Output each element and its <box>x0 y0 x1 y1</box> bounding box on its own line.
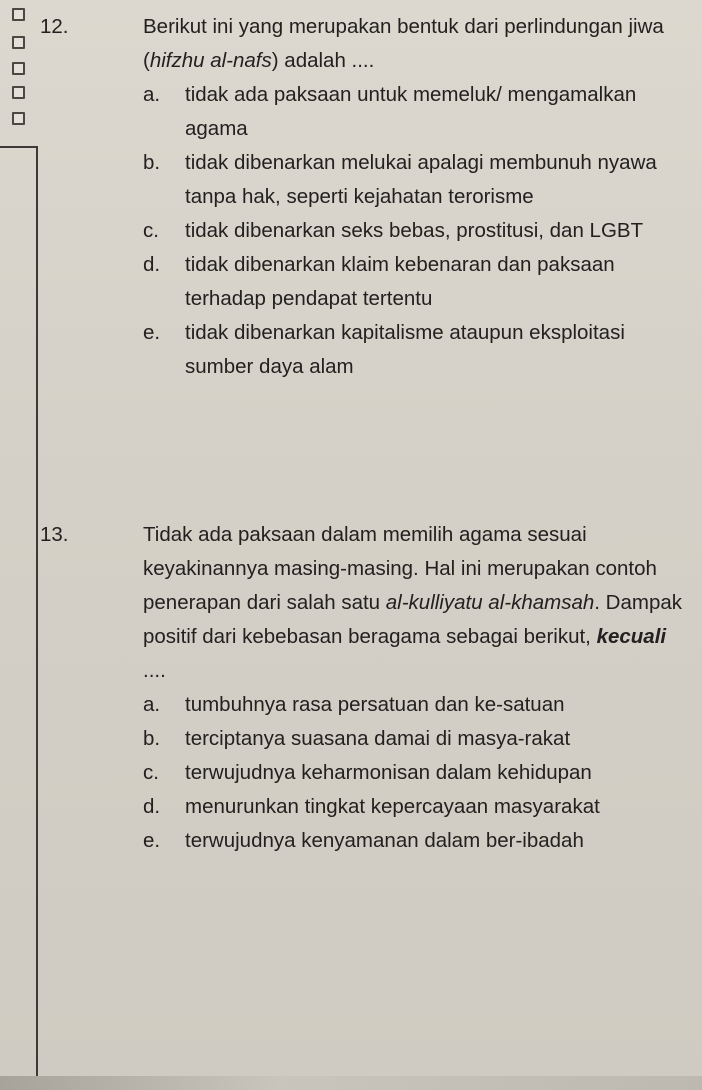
question-12 <box>40 10 690 384</box>
arabic-term: hifzhu al-nafs <box>149 49 272 72</box>
question-13 <box>40 518 690 858</box>
binder-hole <box>12 8 25 21</box>
option-a[interactable]: a. tumbuhnya rasa persatuan dan ke-satuan <box>143 693 565 716</box>
binder-hole <box>12 112 25 125</box>
question-number: 13. <box>40 523 69 546</box>
option-c[interactable]: c. terwujudnya keharmonisan dalam kehidupan <box>143 761 592 784</box>
option-e[interactable]: e. terwujudnya kenyamanan dalam ber-ibadah <box>143 829 584 852</box>
emphasis-word: kecuali <box>596 625 667 648</box>
binder-hole <box>12 36 25 49</box>
question-stem: Tidak ada paksaan dalam memilih agama sesuai keyakinannya masing-masing. Hal ini merupakan contoh penerapan dari salah satu al-kulliyatu al-khamsah. Dampak positif dari kebebasan beragama sebagai berikut, kecuali .... <box>143 523 683 682</box>
option-b[interactable]: b. tidak dibenarkan melukai apalagi membunuh nyawa tanpa hak, seperti kejahatan terorisme <box>143 151 657 208</box>
option-c[interactable]: c. tidak dibenarkan seks bebas, prostitusi, dan LGBT <box>143 219 644 242</box>
question-stem: Berikut ini yang merupakan bentuk dari perlindungan jiwa (hifzhu al-nafs) adalah .... <box>143 15 664 72</box>
option-a[interactable]: a. tidak ada paksaan untuk memeluk/ mengamalkan agama <box>143 83 637 140</box>
page-bottom-edge <box>0 1076 702 1090</box>
binder-hole <box>12 86 25 99</box>
binder-hole <box>12 62 25 75</box>
arabic-term: al-kulliyatu al-khamsah <box>385 591 595 614</box>
option-d[interactable]: d. tidak dibenarkan klaim kebenaran dan paksaan terhadap pendapat tertentu <box>143 253 615 310</box>
question-number: 12. <box>40 15 69 38</box>
option-d[interactable]: d. menurunkan tingkat kepercayaan masyarakat <box>143 795 600 818</box>
answer-options <box>143 78 690 384</box>
margin-rule-vertical <box>36 146 38 1076</box>
option-b[interactable]: b. terciptanya suasana damai di masya-rakat <box>143 727 571 750</box>
option-e[interactable]: e. tidak dibenarkan kapitalisme ataupun eksploitasi sumber daya alam <box>143 321 625 378</box>
answer-options <box>143 688 690 858</box>
margin-rule-horizontal <box>0 146 38 148</box>
